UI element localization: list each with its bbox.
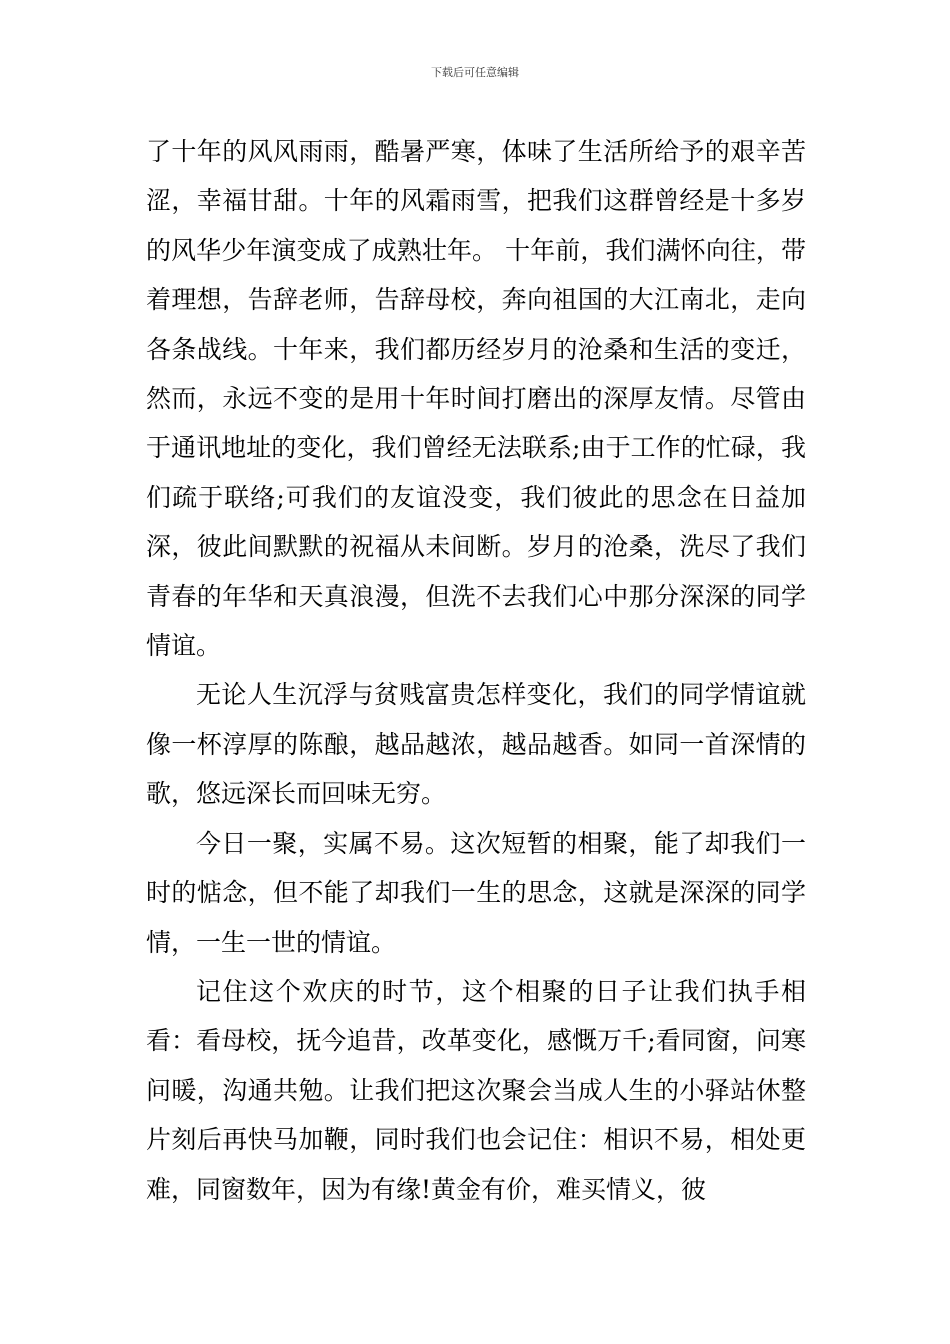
document-body [146,127,806,1214]
paragraph-4: 记住这个欢庆的时节，这个相聚的日子让我们执手相看：看母校，抚今追昔，改革变化，感慨万千;看同窗，问寒问暖，沟通共勉。让我们把这次聚会当成人生的小驿站休整片刻后再快马加鞭，同时我们也会记住：相识不易，相处更难，同窗数年，因为有缘!黄金有价，难买情义，彼 [146,976,806,1204]
paragraph-1: 了十年的风风雨雨，酷暑严寒，体味了生活所给予的艰辛苦涩，幸福甘甜。十年的风霜雨雪，把我们这群曾经是十多岁的风华少年演变成了成熟壮年。 十年前，我们满怀向往，带着理想，告辞老师，告辞母校，奔向祖国的大江南北，走向各条战线。十年来，我们都历经岁月的沧桑和生活的变迁，然而，永远不变的是用十年时间打磨出的深厚友情。尽管由于通讯地址的变化，我们曾经无法联系;由于工作的忙碌，我们疏于联络;可我们的友谊没变，我们彼此的思念在日益加深，彼此间默默的祝福从未间断。岁月的沧桑，洗尽了我们青春的年华和天真浪漫，但洗不去我们心中那分深深的同学情谊。 [146,137,806,661]
page-header: 下载后可任意编辑 [431,66,519,79]
paragraph-2: 无论人生沉浮与贫贱富贵怎样变化，我们的同学情谊就像一杯淳厚的陈酿，越品越浓，越品越香。如同一首深情的歌，悠远深长而回味无穷。 [146,680,806,809]
paragraph-3: 今日一聚，实属不易。这次短暂的相聚，能了却我们一时的惦念，但不能了却我们一生的思念，这就是深深的同学情，一生一世的情谊。 [146,828,806,957]
